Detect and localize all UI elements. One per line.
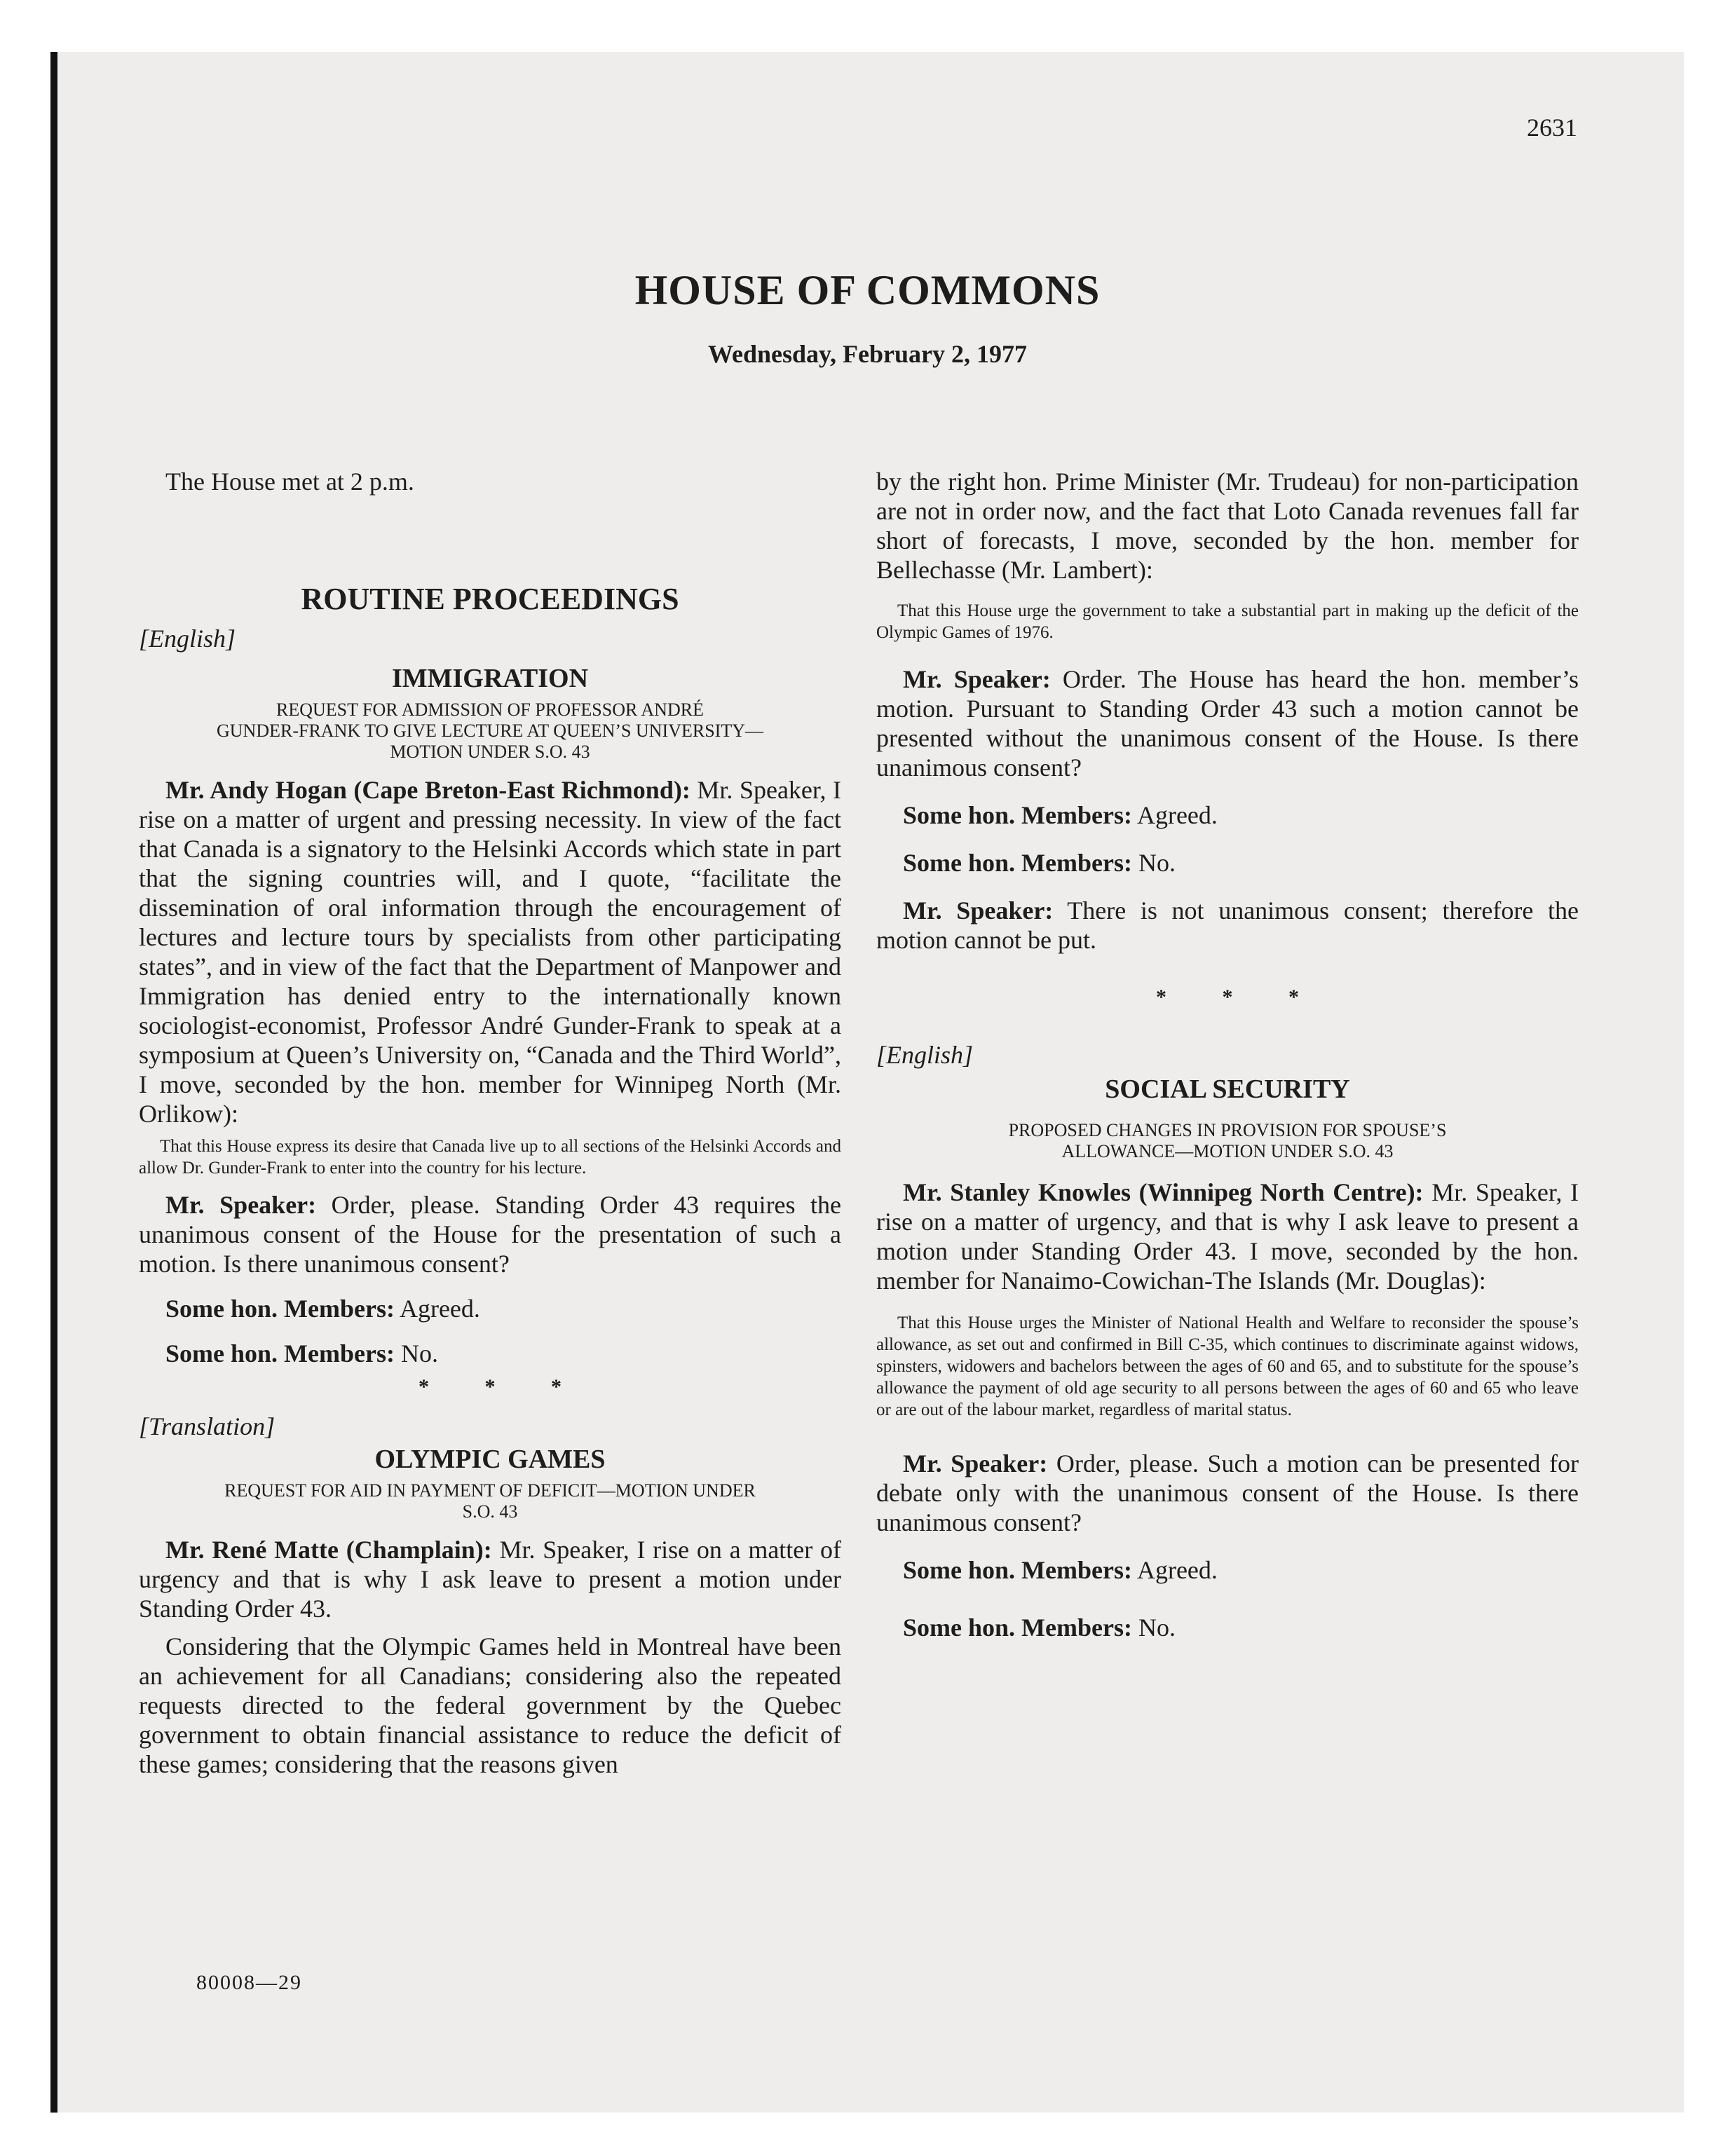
- speech-knowles: [876, 1178, 1579, 1295]
- section-separator: * * *: [1156, 985, 1324, 1009]
- reply-text: No.: [1138, 849, 1176, 877]
- speaker-name: Some hon. Members:: [903, 849, 1132, 877]
- immigration-heading: IMMIGRATION: [391, 664, 589, 693]
- reply-text: Agreed.: [1136, 1556, 1218, 1584]
- speaker-name: Mr. Speaker:: [165, 1191, 317, 1219]
- speech-matte-continuation: by the right hon. Prime Minister (Mr. Trudeau) for non-participation are not in order now, and the fact that Loto Canada revenues fall far short of forecasts, I move, seconded by the hon. member for Bellechasse (Mr. Lambert):: [876, 468, 1579, 584]
- speech-matte: [139, 1535, 841, 1623]
- members-reply: [876, 1555, 1579, 1585]
- speech-speaker: [876, 1449, 1579, 1537]
- sitting-date: Wednesday, February 2, 1977: [707, 340, 1028, 368]
- speech-text: Order. The House has heard the hon. member’s motion. Pursuant to Standing Order 43 such a motion cannot be presented without the unanimous consent of the House. Is there unanimous consent?: [876, 665, 1579, 782]
- right-column: [876, 467, 1579, 1642]
- speaker-name: Mr. Speaker:: [903, 896, 1054, 925]
- speaker-name: Some hon. Members:: [903, 1556, 1132, 1584]
- members-reply: [876, 1613, 1579, 1642]
- speech-text: Mr. Speaker, I rise on a matter of urgency and that is why I ask leave to present a motion under Standing Order 43.: [139, 1536, 841, 1623]
- reply-text: Agreed.: [399, 1295, 480, 1323]
- members-reply: [139, 1294, 841, 1323]
- speech-speaker: [139, 1190, 841, 1278]
- speaker-name: Some hon. Members:: [903, 801, 1132, 829]
- subheading-line: REQUEST FOR ADMISSION OF PROFESSOR ANDRÉ: [276, 700, 704, 720]
- social-security-subheading: [876, 1120, 1579, 1162]
- motion-text: That this House express its desire that Canada live up to all sections of the Helsinki Accords and allow Dr. Gunder-Frank to enter into the country for his lecture.: [139, 1137, 841, 1178]
- speech-hogan: [139, 775, 841, 1128]
- reply-text: Agreed.: [1136, 801, 1218, 829]
- social-security-heading: SOCIAL SECURITY: [1105, 1074, 1350, 1104]
- left-column: [139, 467, 841, 1779]
- speaker-name: Some hon. Members:: [165, 1339, 395, 1367]
- speaker-name: Mr. Speaker:: [903, 1449, 1048, 1478]
- speech-text: There is not unanimous consent; therefore the motion cannot be put.: [876, 896, 1579, 954]
- language-tag: [Translation]: [139, 1412, 275, 1440]
- speaker-name: Mr. Andy Hogan (Cape Breton-East Richmond):: [165, 776, 690, 804]
- speech-text: Order, please. Standing Order 43 requires the unanimous consent of the House for the presentation of such a motion. Is there unanimous consent?: [139, 1191, 842, 1278]
- immigration-subheading: [139, 700, 841, 763]
- language-tag: [English]: [876, 1041, 974, 1069]
- house-met-line: The House met at 2 p.m.: [165, 468, 414, 496]
- members-reply: [876, 800, 1579, 830]
- speech-speaker: [876, 896, 1579, 955]
- page-number: 2631: [1527, 114, 1577, 142]
- routine-proceedings-heading: ROUTINE PROCEEDINGS: [301, 582, 679, 616]
- subheading-line: PROPOSED CHANGES IN PROVISION FOR SPOUSE’S: [1008, 1120, 1447, 1140]
- section-separator: * * *: [419, 1375, 587, 1398]
- subheading-line: REQUEST FOR AID IN PAYMENT OF DEFICIT—MOTION UNDER: [224, 1480, 756, 1501]
- speaker-name: Some hon. Members:: [903, 1613, 1132, 1642]
- olympic-subheading: [139, 1480, 841, 1522]
- subheading-line: S.O. 43: [462, 1501, 518, 1522]
- subheading-line: MOTION UNDER S.O. 43: [390, 742, 590, 762]
- subheading-line: ALLOWANCE—MOTION UNDER S.O. 43: [1061, 1141, 1394, 1161]
- speech-text: Mr. Speaker, I rise on a matter of urgent and pressing necessity. In view of the fact that Canada is a signatory to the Helsinki Accords which state in part that the signing countries will, and I quote, “facilitate the dissemination of oral information through the encouragement of lectures and lecture tours by specialists from other participating states”, and in view of the fact that the Department of Manpower and Immigration has denied entry to the internationally known sociologist-economist, Professor André Gunder-Frank to speak at a symposium at Queen’s University on, “Canada and the Third World”, I move, seconded by the hon. member for Winnipeg North (Mr. Orlikow):: [139, 776, 841, 1128]
- speech-matte-continued: Considering that the Olympic Games held in Montreal have been an achievement for all Canadians; considering also the repeated requests directed to the federal government by the Quebec government to obtain financial assistance to reduce the deficit of these games; considering that the reasons given: [139, 1632, 841, 1778]
- subheading-line: GUNDER-FRANK TO GIVE LECTURE AT QUEEN’S UNIVERSITY—: [217, 721, 763, 741]
- speaker-name: Mr. Speaker:: [903, 665, 1051, 693]
- reply-text: No.: [1138, 1613, 1176, 1642]
- members-reply: [139, 1339, 841, 1368]
- speech-speaker: [876, 664, 1579, 782]
- speaker-name: Some hon. Members:: [165, 1295, 395, 1323]
- motion-text: That this House urge the government to take a substantial part in making up the deficit of the Olympic Games of 1976.: [876, 601, 1579, 642]
- footer-code: 80008—29: [196, 1971, 302, 1994]
- motion-text: That this House urges the Minister of National Health and Welfare to reconsider the spouse’s allowance, as set out and confirmed in Bill C-35, which continues to discriminate against widows, spinsters, widowers and bachelors between the ages of 60 and 65, and to substitute for the spouse’s allowance the payment of old age security to all persons between the ages of 60 and 65 who leave or are out of the labour market, regardless of marital status.: [876, 1314, 1579, 1419]
- page-title: HOUSE OF COMMONS: [634, 267, 1101, 313]
- language-tag: [English]: [139, 625, 236, 653]
- speech-text: Order, please. Such a motion can be presented for debate only with the unanimous consent of the House. Is there unanimous consent?: [876, 1449, 1579, 1536]
- speaker-name: Mr. Stanley Knowles (Winnipeg North Centre):: [903, 1178, 1424, 1206]
- olympic-games-heading: OLYMPIC GAMES: [374, 1445, 606, 1474]
- members-reply: [876, 848, 1579, 878]
- speaker-name: Mr. René Matte (Champlain):: [165, 1536, 492, 1564]
- speech-text: Mr. Speaker, I rise on a matter of urgency, and that is why I ask leave to present a motion under Standing Order 43. I move, seconded by the hon. member for Nanaimo-Cowichan-The Islands (Mr. Douglas):: [876, 1178, 1579, 1295]
- reply-text: No.: [400, 1339, 438, 1367]
